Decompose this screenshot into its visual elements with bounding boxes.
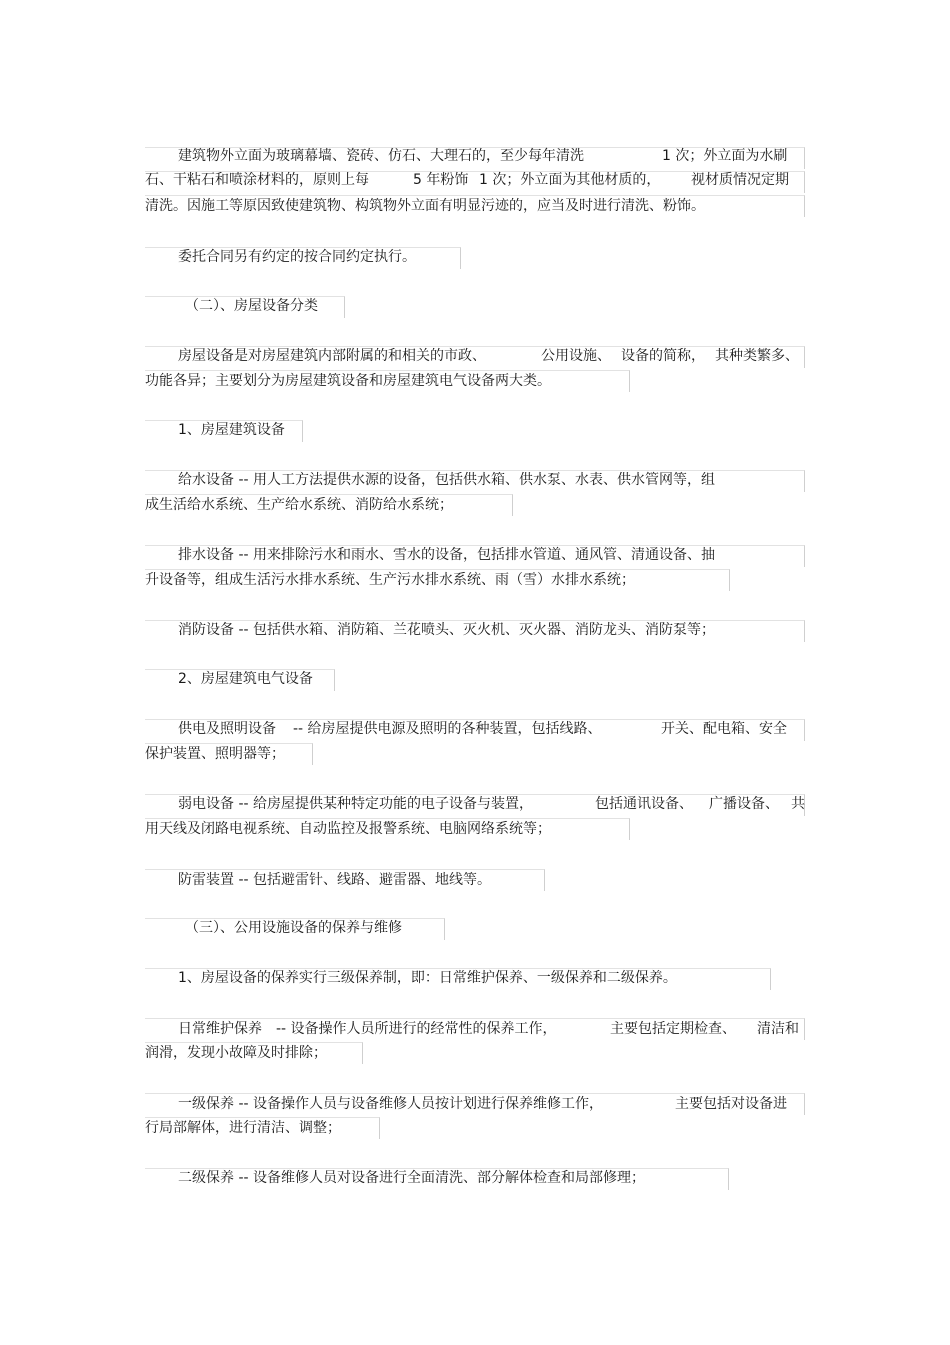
text-segment: 清洁和 xyxy=(757,1021,799,1037)
text-line: 行局部解体，进行清洁、调整； xyxy=(145,1120,341,1136)
text-segment: 共 xyxy=(791,796,805,812)
text-segment: 弱电设备 -- 给房屋提供某种特定功能的电子设备与装置， xyxy=(178,796,534,812)
text-segment: 其种类繁多、 xyxy=(715,348,799,364)
text-segment: 视材质情况定期 xyxy=(691,172,789,188)
text-segment: 日常维护保养 xyxy=(178,1021,262,1037)
text-segment: 公用设施、 xyxy=(541,348,611,364)
text-line: 用天线及闭路电视系统、自动监控及报警系统、电脑网络系统等； xyxy=(145,821,551,837)
text-segment: 石、干粘石和喷涂材料的，原则上每 xyxy=(145,172,369,188)
text-segment: 建筑物外立面为玻璃幕墙、瓷砖、仿石、大理石的，至少每年清洗 xyxy=(178,148,584,164)
text-segment: 设备的简称， xyxy=(621,348,705,364)
text-line: 保护装置、照明器等； xyxy=(145,746,285,762)
text-line: 功能各异；主要划分为房屋建筑设备和房屋建筑电气设备两大类。 xyxy=(145,373,551,389)
paragraph-lightning-protection: 防雷装置 -- 包括避雷针、线路、避雷器、地线等。 xyxy=(178,872,492,888)
text-segment: 一级保养 -- 设备操作人员与设备维修人员按计划进行保养维修工作， xyxy=(178,1096,604,1112)
text-segment: 广播设备、 xyxy=(709,796,779,812)
text-line: 排水设备 -- 用来排除污水和雨水、雪水的设备，包括排水管道、通风管、清通设备、抽 xyxy=(178,547,716,563)
text-segment: 5 年粉饰 xyxy=(413,172,469,188)
paragraph-second-level-maintenance: 二级保养 -- 设备维修人员对设备进行全面清洗、部分解体检查和局部修理； xyxy=(178,1170,646,1186)
text-segment: 1 次；外立面为其他材质的， xyxy=(479,172,661,188)
text-segment: 1 次；外立面为水刷 xyxy=(662,148,788,164)
text-segment: 主要包括对设备进 xyxy=(675,1096,787,1112)
section-heading-equipment-classification: （二）、房屋设备分类 xyxy=(185,298,318,314)
text-segment: -- 设备操作人员所进行的经常性的保养工作， xyxy=(276,1021,557,1037)
paragraph-fire-equipment: 消防设备 -- 包括供水箱、消防箱、兰花喷头、灭火机、灭火器、消防龙头、消防泵等； xyxy=(178,622,716,638)
text-line: 给水设备 -- 用人工方法提供水源的设备，包括供水箱、供水泵、水表、供水管网等，组 xyxy=(178,472,716,488)
text-segment: 房屋设备是对房屋建筑内部附属的和相关的市政、 xyxy=(178,348,486,364)
text-segment: -- 给房屋提供电源及照明的各种装置，包括线路、 xyxy=(293,721,602,737)
paragraph-three-level-maintenance: 1、房屋设备的保养实行三级保养制，即：日常维护保养、一级保养和二级保养。 xyxy=(178,970,677,986)
text-segment: 供电及照明设备 xyxy=(178,721,276,737)
text-line: 升设备等，组成生活污水排水系统、生产污水排水系统、雨（雪）水排水系统； xyxy=(145,572,635,588)
text-segment: 开关、配电箱、安全 xyxy=(661,721,787,737)
text-segment: 包括通讯设备、 xyxy=(595,796,693,812)
section-heading-maintenance: （三）、公用设施设备的保养与维修 xyxy=(185,920,402,936)
paragraph-contract-note: 委托合同另有约定的按合同约定执行。 xyxy=(178,249,416,265)
subheading-building-equipment: 1、房屋建筑设备 xyxy=(178,422,285,438)
text-segment: 主要包括定期检查、 xyxy=(610,1021,736,1037)
text-line: 成生活给水系统、生产给水系统、消防给水系统； xyxy=(145,497,453,513)
subheading-electrical-equipment: 2、房屋建筑电气设备 xyxy=(178,671,313,687)
text-line: 清洗。因施工等原因致使建筑物、构筑物外立面有明显污迹的，应当及时进行清洗、粉饰。 xyxy=(145,198,705,214)
text-line: 润滑，发现小故障及时排除； xyxy=(145,1045,327,1061)
